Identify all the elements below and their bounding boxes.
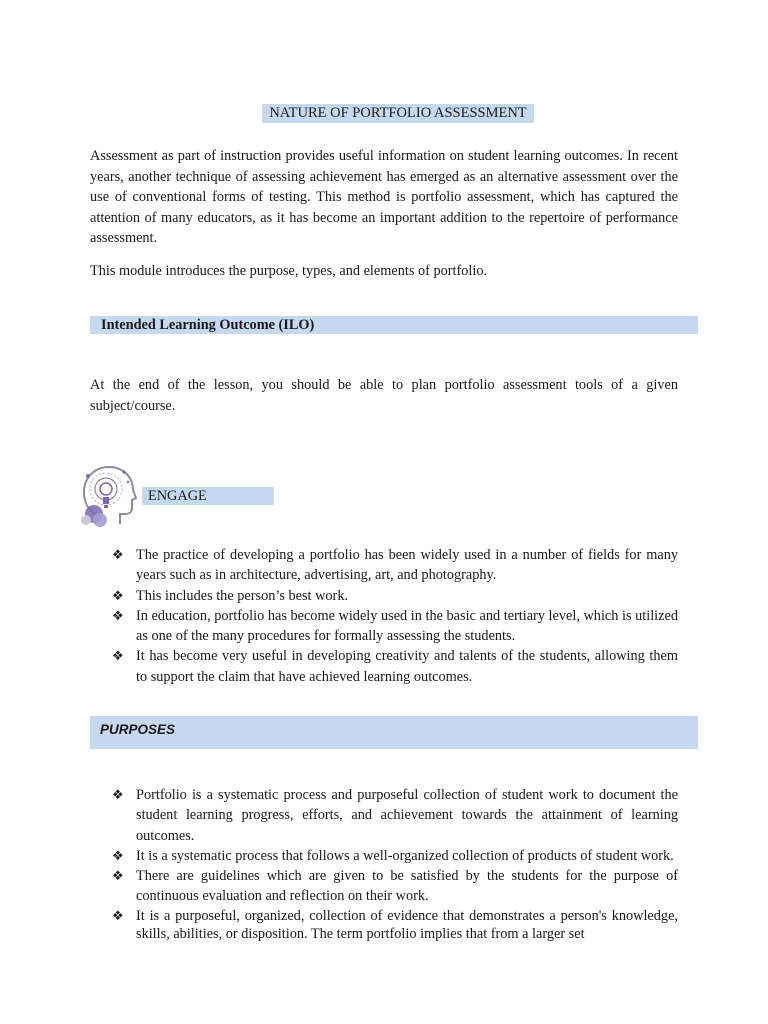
ilo-text: At the end of the lesson, you should be able to plan portfolio assessment tools of a given subject/course.: [90, 377, 678, 414]
list-item: [110, 866, 678, 907]
diamond-bullet-icon: ❖: [112, 607, 124, 623]
list-item: [110, 586, 678, 606]
list-item-text: It has become very useful in developing creativity and talents of the students, allowing them to support the claim that have achieved learning outcomes.: [136, 648, 678, 685]
module-paragraph: This module introduces the purpose, types, and elements of portfolio.: [90, 263, 488, 279]
list-item: [110, 606, 678, 647]
diamond-bullet-icon: ❖: [112, 787, 124, 802]
list-item-text: This includes the person’s best work.: [136, 587, 349, 604]
diamond-bullet-icon: ❖: [112, 868, 124, 884]
list-item-text: It is a systematic process that follows a well-organized collection of products of student work.: [136, 847, 674, 864]
list-item-text: The practice of developing a portfolio has been widely used in a number of fields for many years such as in architecture, advertising, art, and photography.: [136, 547, 678, 584]
diamond-bullet-icon: ❖: [112, 547, 124, 562]
ilo-heading: Intended Learning Outcome (ILO): [101, 317, 315, 333]
purposes-heading-band: [90, 716, 698, 749]
list-item: [110, 907, 678, 944]
page-title: NATURE OF PORTFOLIO ASSESSMENT: [262, 104, 534, 123]
list-item-text: It is a purposeful, organized, collection of evidence that demonstrates a person's knowledge, skills, abilities, or disposition. The term portfolio implies that from a larger set: [136, 907, 678, 943]
diamond-bullet-icon: ❖: [112, 847, 124, 863]
list-item: [110, 545, 678, 586]
purposes-heading: PURPOSES: [100, 722, 176, 737]
engage-heading: ENGAGE: [148, 488, 207, 504]
engage-bullet-list: [110, 545, 678, 687]
diamond-bullet-icon: ❖: [112, 648, 124, 664]
list-item-text: Portfolio is a systematic process and purposeful collection of student work to document the student learning progress, efforts, and achievement towards the attainment of learning outcomes.: [136, 787, 678, 844]
head-lightbulb-icon: [78, 462, 140, 532]
list-item: [110, 646, 678, 687]
intro-paragraph: Assessment as part of instruction provides useful information on student learning outcomes. In recent years, another technique of assessing achievement has emerged as an alternative assessment over the use of conventional forms of testing. This method is portfolio assessment, which has captured the attention of many educators, as it has become an important addition to the repertoire of performance assessment.: [90, 148, 678, 247]
list-item: [110, 785, 678, 846]
diamond-bullet-icon: ❖: [112, 587, 124, 603]
list-item-text: There are guidelines which are given to be satisfied by the students for the purpose of continuous evaluation and reflection on their work.: [136, 868, 678, 905]
list-item-text: In education, portfolio has become widely used in the basic and tertiary level, which is utilized as one of the many procedures for formally assessing the students.: [136, 607, 678, 645]
purposes-bullet-list: [110, 785, 678, 944]
list-item: [110, 846, 678, 866]
diamond-bullet-icon: ❖: [112, 907, 124, 923]
